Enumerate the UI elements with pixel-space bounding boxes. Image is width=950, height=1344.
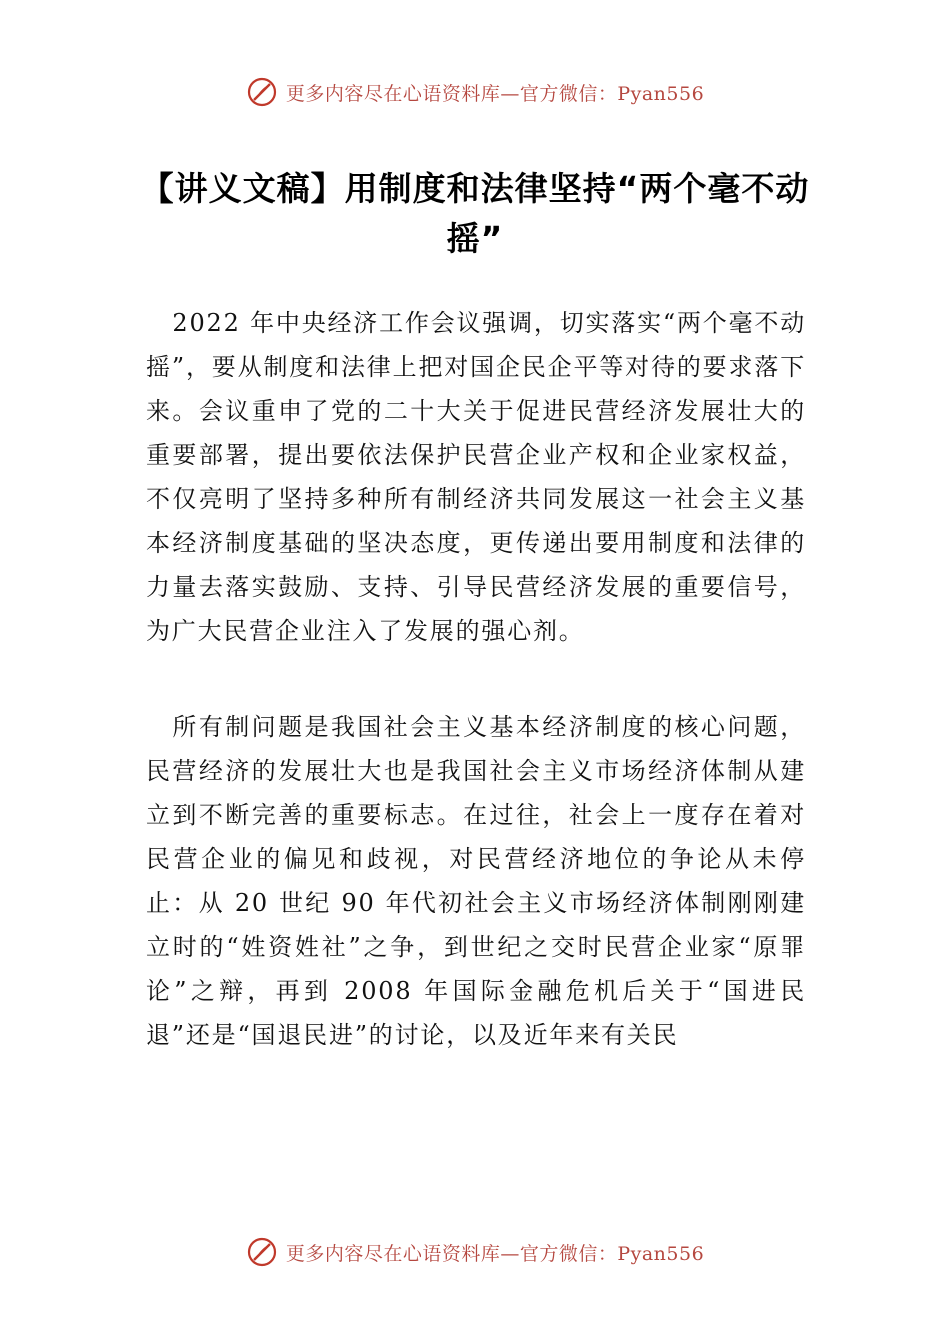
footer-banner	[0, 1232, 950, 1272]
quill-logo-icon	[246, 1236, 278, 1268]
quill-logo-icon	[246, 76, 278, 108]
header-banner-text: 更多内容尽在心语资料库—官方微信：Pyan556	[285, 82, 705, 105]
paragraph-2: 所有制问题是我国社会主义基本经济制度的核心问题，民营经济的发展壮大也是我国社会主义市场经济体制从建立到不断完善的重要标志。在过往，社会上一度存在着对民营企业的偏见和歧视，对民营经济地位的争论从未停止：从 20 世纪 90 年代初社会主义市场经济体制刚刚建立时的“姓资姓社”之争，到世纪之交时民营企业家“原罪论”之辩，再到 2008 年国际金融危机后关于“国进民退”还是“国退民进”的讨论，以及近年来有关民	[146, 713, 806, 1049]
paragraph-1: 2022 年中央经济工作会议强调，切实落实“两个毫不动摇”，要从制度和法律上把对国企民企平等对待的要求落下来。会议重申了党的二十大关于促进民营经济发展壮大的重要部署，提出要依法保护民营企业产权和企业家权益，不仅亮明了坚持多种所有制经济共同发展这一社会主义基本经济制度基础的坚决态度，更传递出要用制度和法律的力量去落实鼓励、支持、引导民营经济发展的重要信号，为广大民营企业注入了发展的强心剂。	[146, 309, 806, 645]
header-banner	[0, 72, 950, 112]
footer-banner-text: 更多内容尽在心语资料库—官方微信：Pyan556	[285, 1242, 705, 1265]
document-title: 【讲义文稿】用制度和法律坚持“两个毫不动摇”	[140, 169, 810, 258]
